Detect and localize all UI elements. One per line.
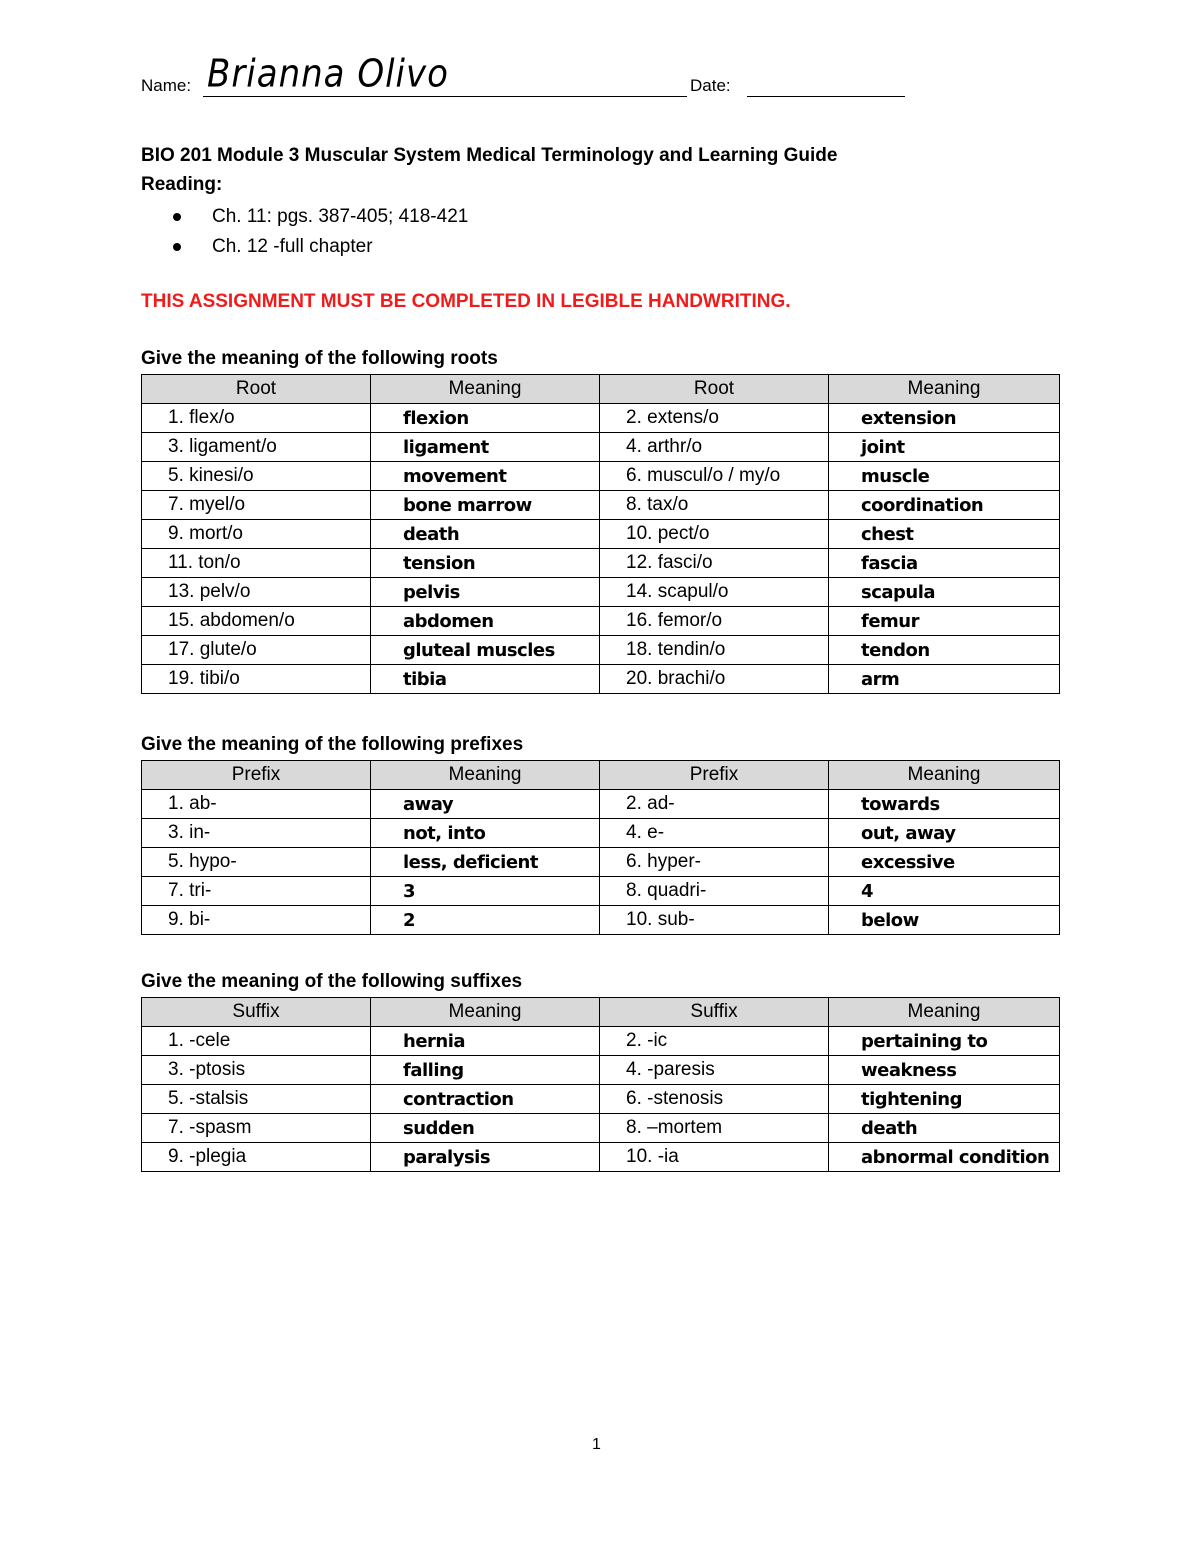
answer-cell[interactable]: 2 — [371, 906, 600, 935]
prefixes-section-title: Give the meaning of the following prefixes — [141, 734, 524, 755]
term-cell: 14. scapul/o — [600, 578, 829, 607]
table-row — [142, 1085, 1060, 1114]
suffixes-section-title: Give the meaning of the following suffixes — [141, 971, 523, 992]
answer-cell[interactable]: extension — [829, 404, 1060, 433]
prefixes-table — [141, 760, 1060, 935]
answer-cell[interactable]: pelvis — [371, 578, 600, 607]
term-cell: 6. -stenosis — [600, 1085, 829, 1114]
answer-cell[interactable]: 3 — [371, 877, 600, 906]
answer-cell[interactable]: arm — [829, 665, 1060, 694]
table-row — [142, 877, 1060, 906]
term-cell: 10. -ia — [600, 1143, 829, 1172]
term-cell: 2. -ic — [600, 1027, 829, 1056]
answer-cell[interactable]: paralysis — [371, 1143, 600, 1172]
term-cell: 8. –mortem — [600, 1114, 829, 1143]
answer-cell[interactable]: tibia — [371, 665, 600, 694]
column-header: Meaning — [829, 375, 1060, 404]
reading-label: Reading: — [141, 174, 223, 195]
reading-item: Ch. 12 -full chapter — [170, 233, 468, 263]
term-cell: 6. muscul/o / my/o — [600, 462, 829, 491]
table-row — [142, 433, 1060, 462]
answer-cell[interactable]: contraction — [371, 1085, 600, 1114]
column-header: Meaning — [829, 761, 1060, 790]
term-cell: 5. kinesi/o — [142, 462, 371, 491]
answer-cell[interactable]: hernia — [371, 1027, 600, 1056]
column-header: Prefix — [600, 761, 829, 790]
term-cell: 10. pect/o — [600, 520, 829, 549]
answer-cell[interactable]: not, into — [371, 819, 600, 848]
term-cell: 7. tri- — [142, 877, 371, 906]
table-row — [142, 906, 1060, 935]
date-label: Date: — [690, 76, 731, 95]
answer-cell[interactable]: coordination — [829, 491, 1060, 520]
term-cell: 12. fasci/o — [600, 549, 829, 578]
answer-cell[interactable]: 4 — [829, 877, 1060, 906]
table-header-row — [142, 761, 1060, 790]
page-number: 1 — [592, 1436, 601, 1453]
term-cell: 7. myel/o — [142, 491, 371, 520]
term-cell: 1. flex/o — [142, 404, 371, 433]
column-header: Meaning — [829, 998, 1060, 1027]
term-cell: 20. brachi/o — [600, 665, 829, 694]
answer-cell[interactable]: ligament — [371, 433, 600, 462]
table-row — [142, 790, 1060, 819]
term-cell: 6. hyper- — [600, 848, 829, 877]
term-cell: 5. -stalsis — [142, 1085, 371, 1114]
answer-cell[interactable]: out, away — [829, 819, 1060, 848]
table-row — [142, 578, 1060, 607]
answer-cell[interactable]: towards — [829, 790, 1060, 819]
table-row — [142, 1143, 1060, 1172]
answer-cell[interactable]: sudden — [371, 1114, 600, 1143]
roots-table — [141, 374, 1060, 694]
suffixes-table — [141, 997, 1060, 1172]
answer-cell[interactable]: tension — [371, 549, 600, 578]
term-cell: 2. ad- — [600, 790, 829, 819]
term-cell: 4. e- — [600, 819, 829, 848]
table-row — [142, 636, 1060, 665]
answer-cell[interactable]: chest — [829, 520, 1060, 549]
column-header: Meaning — [371, 761, 600, 790]
column-header: Prefix — [142, 761, 371, 790]
name-label: Name: — [141, 76, 192, 95]
table-row — [142, 404, 1060, 433]
answer-cell[interactable]: falling — [371, 1056, 600, 1085]
column-header: Meaning — [371, 998, 600, 1027]
term-cell: 13. pelv/o — [142, 578, 371, 607]
answer-cell[interactable]: excessive — [829, 848, 1060, 877]
term-cell: 1. ab- — [142, 790, 371, 819]
column-header: Root — [600, 375, 829, 404]
table-row — [142, 520, 1060, 549]
reading-list — [170, 203, 468, 263]
term-cell: 2. extens/o — [600, 404, 829, 433]
name-value: Brianna Olivo — [207, 51, 449, 97]
term-cell: 5. hypo- — [142, 848, 371, 877]
table-row — [142, 819, 1060, 848]
answer-cell[interactable]: away — [371, 790, 600, 819]
answer-cell[interactable]: below — [829, 906, 1060, 935]
term-cell: 8. tax/o — [600, 491, 829, 520]
answer-cell[interactable]: death — [371, 520, 600, 549]
answer-cell[interactable]: tendon — [829, 636, 1060, 665]
name-date-header — [141, 51, 911, 100]
handwriting-warning: THIS ASSIGNMENT MUST BE COMPLETED IN LEGIBLE HANDWRITING. — [141, 291, 791, 312]
answer-cell[interactable]: flexion — [371, 404, 600, 433]
answer-cell[interactable]: bone marrow — [371, 491, 600, 520]
table-row — [142, 607, 1060, 636]
term-cell: 16. femor/o — [600, 607, 829, 636]
column-header: Root — [142, 375, 371, 404]
term-cell: 4. -paresis — [600, 1056, 829, 1085]
term-cell: 11. ton/o — [142, 549, 371, 578]
roots-section-title: Give the meaning of the following roots — [141, 348, 498, 369]
table-header-row — [142, 375, 1060, 404]
term-cell: 9. bi- — [142, 906, 371, 935]
table-row — [142, 1027, 1060, 1056]
term-cell: 15. abdomen/o — [142, 607, 371, 636]
column-header: Suffix — [600, 998, 829, 1027]
term-cell: 17. glute/o — [142, 636, 371, 665]
table-row — [142, 1114, 1060, 1143]
term-cell: 10. sub- — [600, 906, 829, 935]
table-header-row — [142, 998, 1060, 1027]
answer-cell[interactable]: joint — [829, 433, 1060, 462]
term-cell: 18. tendin/o — [600, 636, 829, 665]
answer-cell[interactable]: gluteal muscles — [371, 636, 600, 665]
document-title: BIO 201 Module 3 Muscular System Medical Terminology and Learning Guide — [141, 145, 838, 166]
term-cell: 9. mort/o — [142, 520, 371, 549]
answer-cell[interactable]: femur — [829, 607, 1060, 636]
answer-cell[interactable]: weakness — [829, 1056, 1060, 1085]
term-cell: 8. quadri- — [600, 877, 829, 906]
term-cell: 4. arthr/o — [600, 433, 829, 462]
reading-item: Ch. 11: pgs. 387-405; 418-421 — [170, 203, 468, 233]
column-header: Suffix — [142, 998, 371, 1027]
column-header: Meaning — [371, 375, 600, 404]
answer-cell[interactable]: fascia — [829, 549, 1060, 578]
answer-cell[interactable]: less, deficient — [371, 848, 600, 877]
table-row — [142, 491, 1060, 520]
term-cell: 19. tibi/o — [142, 665, 371, 694]
term-cell: 1. -cele — [142, 1027, 371, 1056]
table-row — [142, 848, 1060, 877]
table-row — [142, 462, 1060, 491]
term-cell: 7. -spasm — [142, 1114, 371, 1143]
table-row — [142, 1056, 1060, 1085]
answer-cell[interactable]: movement — [371, 462, 600, 491]
answer-cell[interactable]: tightening — [829, 1085, 1060, 1114]
answer-cell[interactable]: death — [829, 1114, 1060, 1143]
table-row — [142, 549, 1060, 578]
term-cell: 3. in- — [142, 819, 371, 848]
answer-cell[interactable]: abnormal condition — [829, 1143, 1060, 1172]
answer-cell[interactable]: pertaining to — [829, 1027, 1060, 1056]
term-cell: 9. -plegia — [142, 1143, 371, 1172]
answer-cell[interactable]: muscle — [829, 462, 1060, 491]
date-line[interactable] — [747, 96, 905, 97]
term-cell: 3. -ptosis — [142, 1056, 371, 1085]
term-cell: 3. ligament/o — [142, 433, 371, 462]
answer-cell[interactable]: abdomen — [371, 607, 600, 636]
table-row — [142, 665, 1060, 694]
answer-cell[interactable]: scapula — [829, 578, 1060, 607]
